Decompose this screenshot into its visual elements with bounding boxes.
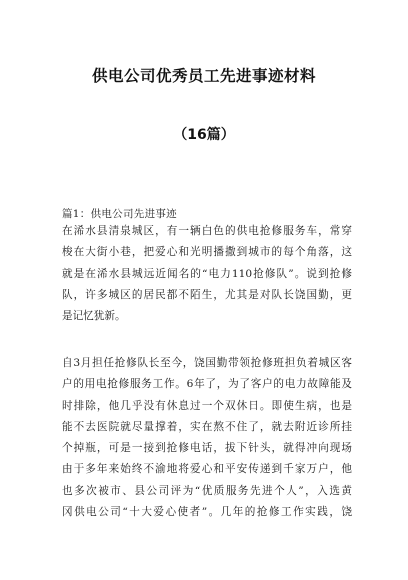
paragraph-line: 是记忆犹新。 [62, 310, 126, 323]
paragraph-line: 冈供电公司“十大爱心使者”。几年的抢修工作实践，饶 [62, 506, 352, 519]
paragraph-1 [62, 221, 352, 327]
document-title: 供电公司优秀员工先进事迹材料 [91, 67, 316, 85]
paragraph-line: 自3月担任抢修队长至今，饶国勤带领抢修班担负着城区客 [62, 357, 352, 369]
paragraph-line: 能不去医院就尽量撑着，实在熬不住了，就去附近诊所挂 [62, 420, 352, 433]
paragraph-line: 在浠水县清泉城区，有一辆白色的供电抢修服务车，常穿 [62, 225, 352, 237]
paragraph-line: 户的用电抢修服务工作。6年了，为了客户的电力故障能及 [62, 378, 352, 391]
paragraph-2 [62, 353, 352, 523]
section-heading: 篇1：供电公司先进事迹 [62, 208, 177, 220]
paragraph-line: 由于多年来始终不渝地将爱心和平安传递到千家万户，他 [62, 463, 352, 476]
paragraph-line: 队，许多城区的居民都不陌生，尤其是对队长饶国勤，更 [62, 288, 352, 301]
document-subtitle: （16篇） [173, 127, 235, 143]
paragraph-line: 时排除，他几乎没有休息过一个双休日。即使生病，也是 [62, 399, 352, 412]
paragraph-line: 梭在大街小巷，把爱心和光明播撒到城市的每个角落，这 [62, 246, 352, 259]
paragraph-line: 个掉瓶，可是一接到抢修电话，拔下针头，就得冲向现场 [62, 442, 352, 455]
paragraph-line: 就是在浠水县城远近闻名的“电力110抢修队”。说到抢修 [62, 267, 352, 280]
paragraph-line: 也多次被市、县公司评为“优质服务先进个人”，入选黄 [62, 484, 352, 497]
